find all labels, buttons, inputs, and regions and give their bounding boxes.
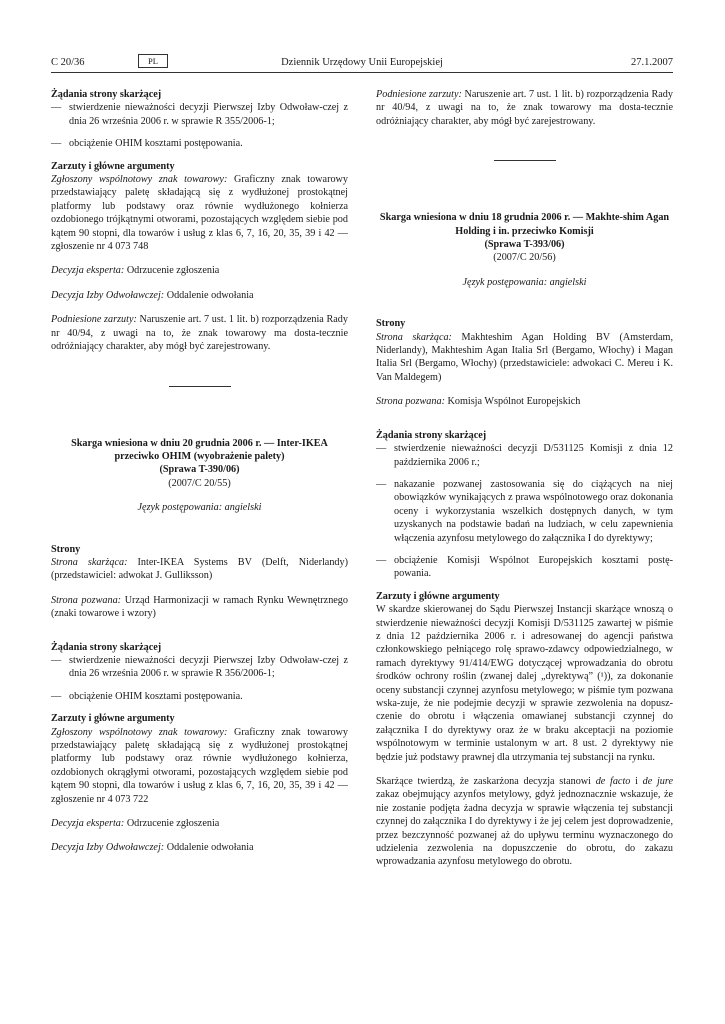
oj-reference: (2007/C 20/56): [493, 252, 556, 264]
pleas-heading: Zarzuty i główne argumenty: [51, 713, 175, 725]
right-column: [376, 88, 673, 869]
oj-reference: (2007/C 20/55): [168, 477, 231, 489]
applicant-paragraph: [51, 556, 348, 583]
list-item: — stwierdzenie nieważności decyzji Pierwszej Izby Odwoław-czej z dnia 26 września 2006 r. w sprawie R 355/2006-1;: [51, 101, 348, 128]
claims-list: [51, 654, 348, 703]
page-header: [51, 52, 673, 73]
defendant-text: Urząd Harmonizacji w ramach Rynku Wewnętrznego (znaki towarowe i wzory): [51, 594, 348, 620]
defendant-paragraph: [376, 395, 673, 408]
text-run: Skarżące twierdzą, że zaskarżona decyzja stanowi: [376, 776, 596, 788]
defendant-paragraph: [51, 594, 348, 621]
mark-label: Zgłoszony wspólnotowy znak towarowy:: [51, 174, 228, 186]
text-run: i: [630, 776, 643, 788]
applicant-paragraph: [376, 331, 673, 385]
procedure-language: Język postępowania: angielski: [462, 276, 587, 288]
procedure-language: Język postępowania: angielski: [137, 502, 262, 514]
defendant-label: Strona pozwana:: [51, 594, 122, 606]
plea-text: Naruszenie art. 7 ust. 1 lit. b) rozporządzenia Rady nr 40/94, z uwagi na to, że znak towarowy ma dosta-tecznie odróżniający charakter, aby mógł być zarejestrowany.: [376, 89, 673, 127]
case-title: Skarga wniesiona w dniu 20 grudnia 2006 r. — Inter-IKEA przeciwko OHIM (wyobrażenie palety): [71, 437, 328, 462]
examiner-paragraph: [51, 817, 348, 830]
case-title: Skarga wniesiona w dniu 18 grudnia 2006 r. — Makhte-shim Agan Holding i in. przeciwko Komisji: [379, 212, 670, 237]
list-item: — stwierdzenie nieważności decyzji D/531125 Komisji z dnia 12 października 2006 r.;: [376, 442, 673, 469]
defendant-text: Komisja Wspólnot Europejskich: [444, 396, 581, 408]
examiner-text: Odrzucenie zgłoszenia: [124, 818, 220, 830]
case-number: (Sprawa T-393/06): [484, 239, 565, 251]
applicant-text: Inter-IKEA Systems BV (Delft, Niderlandy) (przedstawiciel: adwokat J. Gulliksson): [51, 556, 348, 582]
claims-heading: Żądania strony skarżącej: [51, 89, 162, 100]
plea-label: Podniesione zarzuty:: [376, 89, 462, 100]
text-run-italic: de jure: [642, 776, 673, 788]
claims-list: [51, 101, 348, 150]
body-paragraph: [376, 775, 673, 869]
defendant-label: Strona pozwana:: [376, 396, 445, 408]
board-paragraph: [51, 289, 348, 302]
plea-paragraph: [51, 313, 348, 353]
list-item: — obciążenie Komisji Wspólnot Europejskich kosztami postę-powania.: [376, 554, 673, 581]
board-label: Decyzja Izby Odwoławczej:: [51, 289, 165, 301]
board-text: Oddalenie odwołania: [164, 289, 254, 301]
claims-heading: Żądania strony skarżącej: [51, 641, 162, 653]
claims-list: [376, 442, 673, 581]
plea-text: Naruszenie art. 7 ust. 1 lit. b) rozporządzenia Rady nr 40/94, z uwagi na to, że znak towarowy ma dosta-tecznie odróżniający charakter, aby mógł być zarejestrowany.: [51, 314, 348, 353]
text-run-italic: de facto: [595, 776, 631, 788]
journal-title: Dziennik Urzędowy Unii Europejskiej: [281, 57, 443, 68]
parties-heading: Strony: [51, 543, 81, 555]
board-label: Decyzja Izby Odwoławczej:: [51, 842, 165, 854]
board-paragraph: [51, 841, 348, 854]
examiner-label: Decyzja eksperta:: [51, 265, 125, 277]
list-item: — nakazanie pozwanej zastosowania się do ciążących na niej obowiązków wynikających z prawa wspólnotowego oraz dokonania oceny i wykorzystania wszelkich dostępnych danych, w tym uzyskanych na podstawie badań na ludziach, w celu zapewnienia włączenia azynfosu metylowego do załącznika I do dyrektywy;: [376, 478, 673, 545]
mark-text: Graficzny znak towarowy przedstawiający paletę składającą się z wydłużonej prostokątnej platformy lub podstawy oraz równie wydłużonego kołnierza ozdobionego trójkątnymi otworami, pozostających względem siebie pod kątem 90 stopni, dla towarów i usług z klas 6, 7, 16, 20, 35, 39 i 42 — zgłoszenie nr 4 073 748: [51, 174, 349, 253]
examiner-paragraph: [51, 264, 348, 277]
board-text: Oddalenie odwołania: [164, 842, 254, 854]
language-box: PL: [138, 54, 168, 68]
separator-line: [169, 386, 231, 387]
body-paragraph: W skardze skierowanej do Sądu Pierwszej Instancji skarżące wnoszą o stwierdzenie nieważności decyzji Komisji D/531125 zawartej w piśmie z dnia 12 października 2006 r. i adresowanej do agencji państwa członkowskiego pełniącego rolę sprawo-zdawcy odpowiedzialnego, w ramach dyrektywy 91/414/EWG dotyczącej wprowadzania do obrotu środków ochrony roślin (zwanej dalej „dyrektywą” (¹)), za dokonanie oceny substancji czynnej azynfosu metylowego; w piśmie tym pozwana wska-zuje, że nie podejmie decyzji w sprawie zezwolenia na dopusz-czenie do obrotu i włączenia omawianej substancji czynnej do załącznika I do dyrektywy oraz że w braku akceptacji na poziomie wspólnotowym w terminie ustalonym w art. 8 ust. 2 dyrektywy nie będzie już podstawy prawnej dla utrzymania tej substancji na rynku.: [376, 604, 673, 763]
mark-label: Zgłoszony wspólnotowy znak towarowy:: [51, 726, 228, 738]
applicant-text: Makhteshim Agan Holding BV (Amsterdam, Niderlandy), Makhteshim Agan Italia Srl (Bergamo, Włochy) i Magan Italia Srl (Bergamo, Włochy) (przedstawiciele: adwokaci C. Mereu i K. Van Maldegem): [376, 331, 673, 383]
trade-mark-paragraph: [51, 173, 348, 253]
trade-mark-paragraph: [51, 726, 348, 806]
pleas-heading: Zarzuty i główne argumenty: [51, 160, 175, 172]
claims-heading: Żądania strony skarżącej: [376, 429, 487, 441]
text-run: zakaz obejmujący azynfos metylowy, gdyż jednoznacznie wskazuje, że nie zostanie podjęta żadna decyzja w sprawie włączenia tej substancji czynnej do załącznika I do dyrektywy i że jej celem jest doprowadzenie, przez bezczynność pozwanej aż do upływu terminu wyznaczonego do udzielenia zezwolenia na dopuszczenie do obrotu, do zakazu wprowadzania azynfosu metylowego do obrotu.: [376, 789, 673, 868]
applicant-label: Strona skarżąca:: [51, 556, 128, 568]
applicant-label: Strona skarżąca:: [376, 331, 452, 343]
list-item: — stwierdzenie nieważności decyzji Pierwszej Izby Odwoław-czej z dnia 26 września 2006 r. w sprawie R 356/2006-1;: [51, 654, 348, 681]
mark-text: Graficzny znak towarowy przedstawiający paletę składającą się z wydłużonej prostokątnej platformy lub podstawy oraz równie wydłużonego kołnierza, ozdobionych okrągłymi otworami, pozostających względem siebie pod kątem 90 stopni, dla towarów i usług z klas 6, 7, 16, 20, 35, 39 i 42 — zgłoszenie nr 4 073 722: [51, 726, 349, 805]
plea-paragraph: [376, 88, 673, 128]
parties-heading: Strony: [376, 318, 406, 330]
plea-label: Podniesione zarzuty:: [51, 314, 137, 326]
issue-date: 27.1.2007: [631, 57, 673, 68]
list-item: — obciążenie OHIM kosztami postępowania.: [51, 690, 348, 703]
separator-line: [494, 160, 556, 161]
case-number: (Sprawa T-390/06): [159, 464, 240, 476]
examiner-text: Odrzucenie zgłoszenia: [124, 265, 220, 277]
list-item: — obciążenie OHIM kosztami postępowania.: [51, 137, 348, 150]
page-reference: C 20/36: [51, 57, 85, 68]
left-column: [51, 88, 348, 855]
pleas-heading: Zarzuty i główne argumenty: [376, 590, 500, 602]
examiner-label: Decyzja eksperta:: [51, 818, 125, 830]
